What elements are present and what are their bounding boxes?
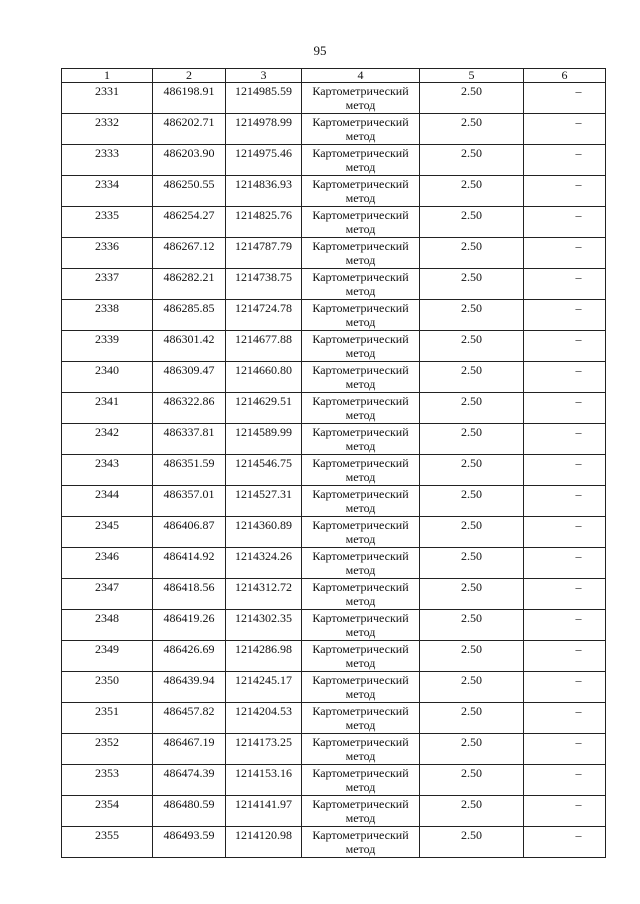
x-coordinate-cell: 486250.55 [153, 176, 226, 207]
point-number-cell: 2353 [62, 765, 153, 796]
column-header: 5 [420, 69, 524, 83]
note-cell [524, 331, 606, 362]
accuracy-cell: 2.50 [420, 362, 524, 393]
note-cell [524, 393, 606, 424]
note-dash: – [575, 425, 582, 439]
x-coordinate-cell: 486267.12 [153, 238, 226, 269]
x-coordinate-cell: 486439.94 [153, 672, 226, 703]
accuracy-cell: 2.50 [420, 765, 524, 796]
point-number-cell: 2335 [62, 207, 153, 238]
note-cell [524, 641, 606, 672]
note-dash: – [575, 146, 582, 160]
note-cell [524, 765, 606, 796]
table-body [62, 69, 606, 858]
table-row [62, 579, 606, 610]
note-dash: – [575, 394, 582, 408]
y-coordinate-cell: 1214787.79 [226, 238, 302, 269]
x-coordinate-cell: 486282.21 [153, 269, 226, 300]
table-row [62, 517, 606, 548]
note-cell [524, 672, 606, 703]
x-coordinate-cell: 486202.71 [153, 114, 226, 145]
note-cell [524, 176, 606, 207]
table-row [62, 548, 606, 579]
table-row [62, 610, 606, 641]
accuracy-cell: 2.50 [420, 517, 524, 548]
point-number-cell: 2340 [62, 362, 153, 393]
method-cell: Картометрический метод [302, 269, 420, 300]
table-row [62, 362, 606, 393]
x-coordinate-cell: 486467.19 [153, 734, 226, 765]
x-coordinate-cell: 486337.81 [153, 424, 226, 455]
method-cell: Картометрический метод [302, 734, 420, 765]
table-row [62, 672, 606, 703]
accuracy-cell: 2.50 [420, 796, 524, 827]
x-coordinate-cell: 486309.47 [153, 362, 226, 393]
column-header: 2 [153, 69, 226, 83]
method-cell: Картометрический метод [302, 796, 420, 827]
point-number-cell: 2354 [62, 796, 153, 827]
table-row [62, 765, 606, 796]
y-coordinate-cell: 1214324.26 [226, 548, 302, 579]
x-coordinate-cell: 486426.69 [153, 641, 226, 672]
method-cell: Картометрический метод [302, 114, 420, 145]
note-cell [524, 486, 606, 517]
y-coordinate-cell: 1214546.75 [226, 455, 302, 486]
note-dash: – [575, 766, 582, 780]
note-cell [524, 703, 606, 734]
note-dash: – [575, 797, 582, 811]
y-coordinate-cell: 1214204.53 [226, 703, 302, 734]
table-row [62, 796, 606, 827]
note-cell [524, 145, 606, 176]
note-dash: – [575, 611, 582, 625]
method-cell: Картометрический метод [302, 548, 420, 579]
accuracy-cell: 2.50 [420, 145, 524, 176]
accuracy-cell: 2.50 [420, 424, 524, 455]
table-row [62, 703, 606, 734]
point-number-cell: 2341 [62, 393, 153, 424]
y-coordinate-cell: 1214677.88 [226, 331, 302, 362]
method-cell: Картометрический метод [302, 362, 420, 393]
note-dash: – [575, 270, 582, 284]
y-coordinate-cell: 1214527.31 [226, 486, 302, 517]
accuracy-cell: 2.50 [420, 579, 524, 610]
x-coordinate-cell: 486419.26 [153, 610, 226, 641]
x-coordinate-cell: 486457.82 [153, 703, 226, 734]
y-coordinate-cell: 1214825.76 [226, 207, 302, 238]
note-dash: – [575, 828, 582, 842]
x-coordinate-cell: 486474.39 [153, 765, 226, 796]
note-dash: – [575, 363, 582, 377]
note-cell [524, 610, 606, 641]
table-row [62, 424, 606, 455]
y-coordinate-cell: 1214120.98 [226, 827, 302, 858]
x-coordinate-cell: 486301.42 [153, 331, 226, 362]
point-number-cell: 2337 [62, 269, 153, 300]
table-row [62, 827, 606, 858]
table-row [62, 114, 606, 145]
point-number-cell: 2345 [62, 517, 153, 548]
method-cell: Картометрический метод [302, 331, 420, 362]
table-row [62, 641, 606, 672]
note-cell [524, 734, 606, 765]
method-cell: Картометрический метод [302, 486, 420, 517]
accuracy-cell: 2.50 [420, 114, 524, 145]
note-dash: – [575, 332, 582, 346]
y-coordinate-cell: 1214589.99 [226, 424, 302, 455]
y-coordinate-cell: 1214975.46 [226, 145, 302, 176]
method-cell: Картометрический метод [302, 703, 420, 734]
method-cell: Картометрический метод [302, 827, 420, 858]
note-cell [524, 269, 606, 300]
accuracy-cell: 2.50 [420, 331, 524, 362]
accuracy-cell: 2.50 [420, 83, 524, 114]
y-coordinate-cell: 1214629.51 [226, 393, 302, 424]
note-cell [524, 517, 606, 548]
point-number-cell: 2333 [62, 145, 153, 176]
note-dash: – [575, 704, 582, 718]
accuracy-cell: 2.50 [420, 734, 524, 765]
point-number-cell: 2348 [62, 610, 153, 641]
note-dash: – [575, 642, 582, 656]
note-dash: – [575, 208, 582, 222]
note-dash: – [575, 177, 582, 191]
point-number-cell: 2334 [62, 176, 153, 207]
method-cell: Картометрический метод [302, 765, 420, 796]
method-cell: Картометрический метод [302, 610, 420, 641]
table-row [62, 176, 606, 207]
note-cell [524, 83, 606, 114]
note-dash: – [575, 549, 582, 563]
point-number-cell: 2343 [62, 455, 153, 486]
note-dash: – [575, 301, 582, 315]
note-dash: – [575, 84, 582, 98]
column-header: 4 [302, 69, 420, 83]
page-number: 95 [313, 43, 327, 58]
note-dash: – [575, 735, 582, 749]
x-coordinate-cell: 486254.27 [153, 207, 226, 238]
method-cell: Картометрический метод [302, 83, 420, 114]
note-dash: – [575, 115, 582, 129]
y-coordinate-cell: 1214738.75 [226, 269, 302, 300]
y-coordinate-cell: 1214978.99 [226, 114, 302, 145]
table-row [62, 269, 606, 300]
table-row [62, 455, 606, 486]
method-cell: Картометрический метод [302, 579, 420, 610]
method-cell: Картометрический метод [302, 176, 420, 207]
table-row [62, 207, 606, 238]
method-cell: Картометрический метод [302, 207, 420, 238]
y-coordinate-cell: 1214153.16 [226, 765, 302, 796]
accuracy-cell: 2.50 [420, 393, 524, 424]
point-number-cell: 2349 [62, 641, 153, 672]
x-coordinate-cell: 486351.59 [153, 455, 226, 486]
point-number-cell: 2339 [62, 331, 153, 362]
method-cell: Картометрический метод [302, 424, 420, 455]
note-dash: – [575, 580, 582, 594]
y-coordinate-cell: 1214245.17 [226, 672, 302, 703]
method-cell: Картометрический метод [302, 145, 420, 176]
note-dash: – [575, 456, 582, 470]
point-number-cell: 2351 [62, 703, 153, 734]
accuracy-cell: 2.50 [420, 486, 524, 517]
x-coordinate-cell: 486480.59 [153, 796, 226, 827]
accuracy-cell: 2.50 [420, 827, 524, 858]
accuracy-cell: 2.50 [420, 269, 524, 300]
table-row [62, 300, 606, 331]
y-coordinate-cell: 1214660.80 [226, 362, 302, 393]
point-number-cell: 2331 [62, 83, 153, 114]
accuracy-cell: 2.50 [420, 176, 524, 207]
x-coordinate-cell: 486406.87 [153, 517, 226, 548]
table-header-row [62, 69, 606, 83]
accuracy-cell: 2.50 [420, 672, 524, 703]
method-cell: Картометрический метод [302, 672, 420, 703]
x-coordinate-cell: 486198.91 [153, 83, 226, 114]
x-coordinate-cell: 486357.01 [153, 486, 226, 517]
note-dash: – [575, 487, 582, 501]
method-cell: Картометрический метод [302, 455, 420, 486]
y-coordinate-cell: 1214302.35 [226, 610, 302, 641]
y-coordinate-cell: 1214141.97 [226, 796, 302, 827]
note-dash: – [575, 673, 582, 687]
y-coordinate-cell: 1214360.89 [226, 517, 302, 548]
note-cell [524, 579, 606, 610]
accuracy-cell: 2.50 [420, 300, 524, 331]
x-coordinate-cell: 486493.59 [153, 827, 226, 858]
note-cell [524, 238, 606, 269]
y-coordinate-cell: 1214985.59 [226, 83, 302, 114]
note-cell [524, 207, 606, 238]
point-number-cell: 2342 [62, 424, 153, 455]
point-number-cell: 2352 [62, 734, 153, 765]
table-row [62, 83, 606, 114]
column-header: 1 [62, 69, 153, 83]
accuracy-cell: 2.50 [420, 238, 524, 269]
note-cell [524, 455, 606, 486]
point-number-cell: 2346 [62, 548, 153, 579]
method-cell: Картометрический метод [302, 517, 420, 548]
coordinates-table [61, 68, 606, 858]
accuracy-cell: 2.50 [420, 207, 524, 238]
y-coordinate-cell: 1214173.25 [226, 734, 302, 765]
table-row [62, 331, 606, 362]
y-coordinate-cell: 1214312.72 [226, 579, 302, 610]
point-number-cell: 2338 [62, 300, 153, 331]
x-coordinate-cell: 486418.56 [153, 579, 226, 610]
point-number-cell: 2347 [62, 579, 153, 610]
table-row [62, 145, 606, 176]
method-cell: Картометрический метод [302, 300, 420, 331]
column-header: 3 [226, 69, 302, 83]
accuracy-cell: 2.50 [420, 641, 524, 672]
accuracy-cell: 2.50 [420, 455, 524, 486]
note-cell [524, 424, 606, 455]
point-number-cell: 2355 [62, 827, 153, 858]
table-row [62, 393, 606, 424]
x-coordinate-cell: 486414.92 [153, 548, 226, 579]
y-coordinate-cell: 1214836.93 [226, 176, 302, 207]
note-dash: – [575, 518, 582, 532]
x-coordinate-cell: 486322.86 [153, 393, 226, 424]
note-cell [524, 827, 606, 858]
method-cell: Картометрический метод [302, 238, 420, 269]
accuracy-cell: 2.50 [420, 703, 524, 734]
point-number-cell: 2336 [62, 238, 153, 269]
method-cell: Картометрический метод [302, 393, 420, 424]
y-coordinate-cell: 1214724.78 [226, 300, 302, 331]
note-cell [524, 114, 606, 145]
note-cell [524, 796, 606, 827]
point-number-cell: 2332 [62, 114, 153, 145]
x-coordinate-cell: 486285.85 [153, 300, 226, 331]
note-cell [524, 548, 606, 579]
table-row [62, 486, 606, 517]
method-cell: Картометрический метод [302, 641, 420, 672]
x-coordinate-cell: 486203.90 [153, 145, 226, 176]
table-row [62, 238, 606, 269]
table-row [62, 734, 606, 765]
y-coordinate-cell: 1214286.98 [226, 641, 302, 672]
accuracy-cell: 2.50 [420, 610, 524, 641]
note-cell [524, 362, 606, 393]
note-dash: – [575, 239, 582, 253]
accuracy-cell: 2.50 [420, 548, 524, 579]
point-number-cell: 2344 [62, 486, 153, 517]
point-number-cell: 2350 [62, 672, 153, 703]
column-header: 6 [524, 69, 606, 83]
note-cell [524, 300, 606, 331]
